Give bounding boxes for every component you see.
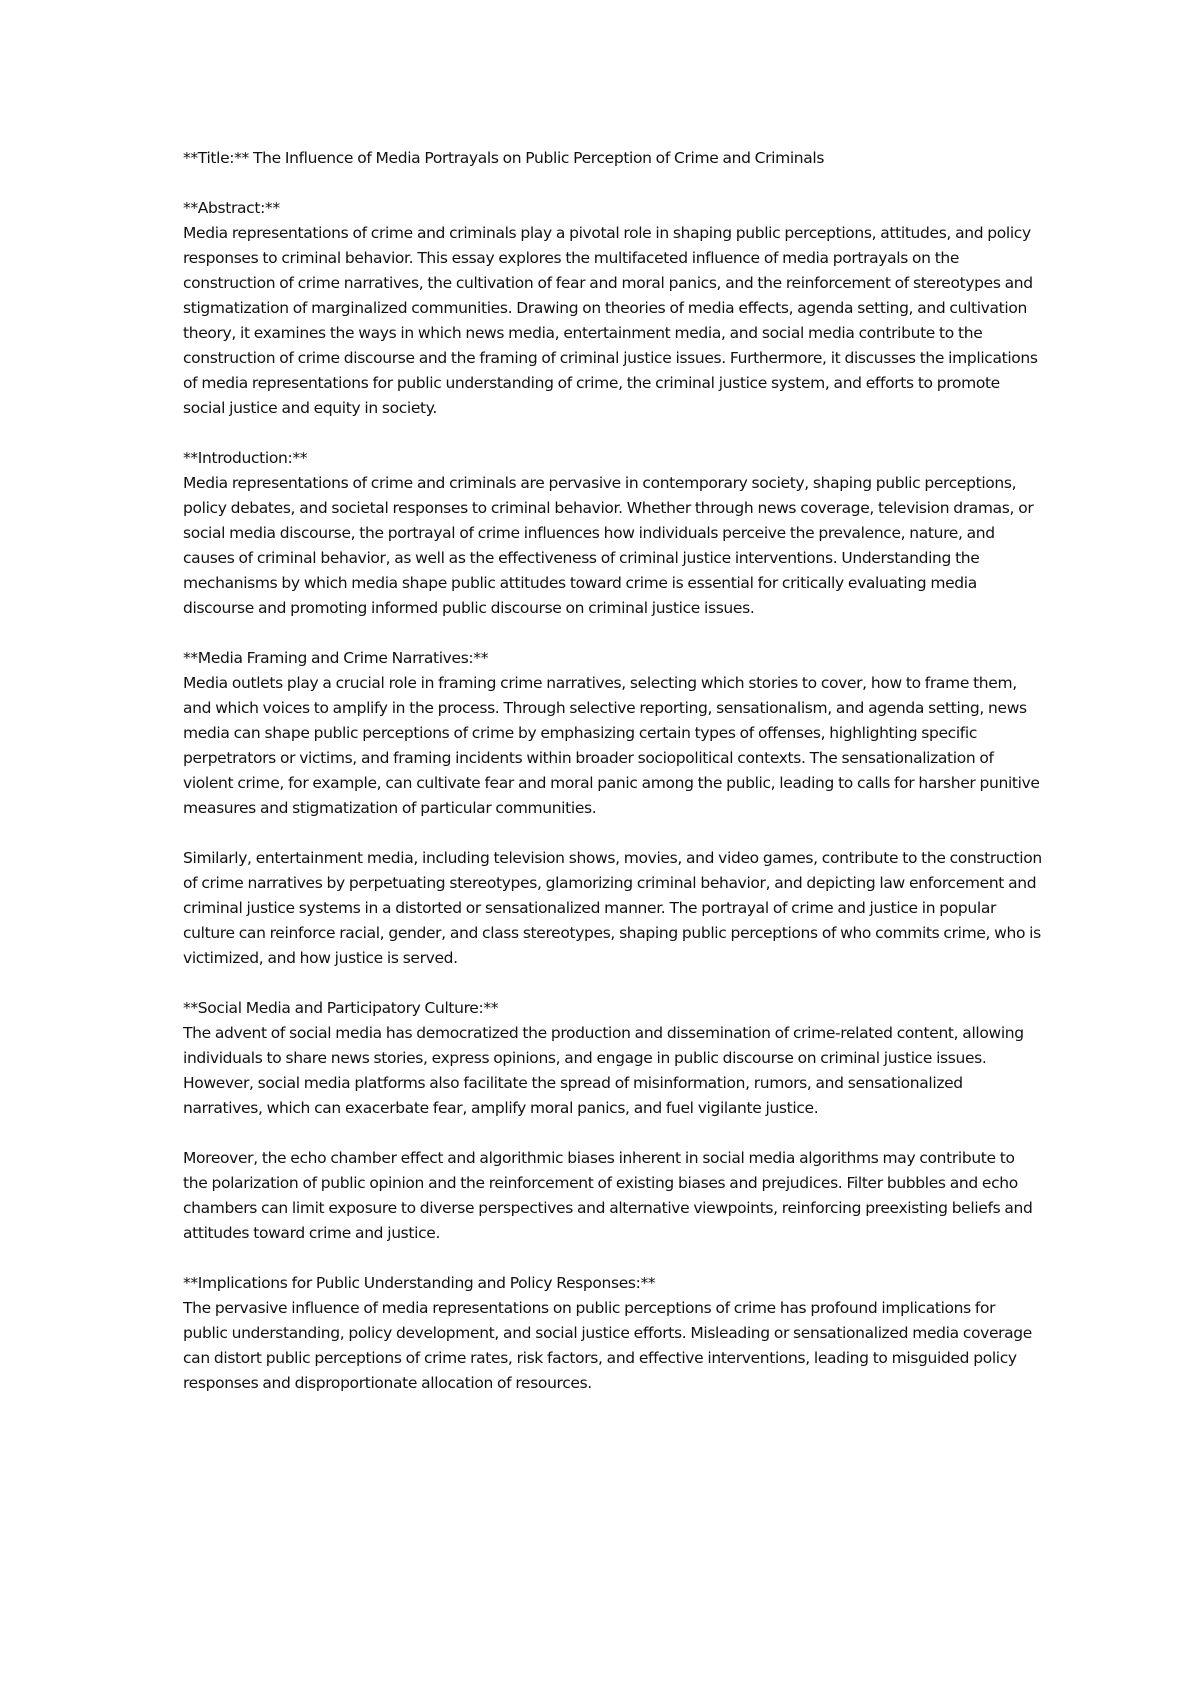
- media-framing-continuation: [183, 846, 1043, 971]
- social-media-section: [183, 996, 1043, 1121]
- social-media-text: The advent of social media has democratized the production and dissemination of crime-related content, allowing individuals to share news stories, express opinions, and engage in public discourse on criminal justice issues. However, social media platforms also facilitate the spread of misinformation, rumors, and sensationalized narratives, which can exacerbate fear, amplify moral panics, and fuel vigilante justice.: [183, 1024, 1024, 1117]
- abstract-heading: **Abstract:**: [183, 199, 280, 217]
- media-framing-text: Media outlets play a crucial role in framing crime narratives, selecting which stories to cover, how to frame them, and which voices to amplify in the process. Through selective reporting, sensationalism, and agenda setting, news media can shape public perceptions of crime by emphasizing certain types of offenses, highlighting specific perpetrators or victims, and framing incidents within broader sociopolitical contexts. The sensationalization of violent crime, for example, can cultivate fear and moral panic among the public, leading to calls for harsher punitive measures and stigmatization of particular communities.: [183, 674, 1040, 817]
- abstract-section: [183, 196, 1043, 421]
- abstract-text: Media representations of crime and criminals play a pivotal role in shaping public perceptions, attitudes, and policy responses to criminal behavior. This essay explores the multifaceted influence of media portrayals on the construction of crime narratives, the cultivation of fear and moral panics, and the reinforcement of stereotypes and stigmatization of marginalized communities. Drawing on theories of media effects, agenda setting, and cultivation theory, it examines the ways in which news media, entertainment media, and social media contribute to the construction of crime discourse and the framing of criminal justice issues. Furthermore, it discusses the implications of media representations for public understanding of crime, the criminal justice system, and efforts to promote social justice and equity in society.: [183, 224, 1038, 417]
- social-media-continuation: [183, 1146, 1043, 1246]
- introduction-heading: **Introduction:**: [183, 449, 308, 467]
- media-framing-text-2: Similarly, entertainment media, including television shows, movies, and video games, contribute to the construction of crime narratives by perpetuating stereotypes, glamorizing criminal behavior, and depicting law enforcement and criminal justice systems in a distorted or sensationalized manner. The portrayal of crime and justice in popular culture can reinforce racial, gender, and class stereotypes, shaping public perceptions of who commits crime, who is victimized, and how justice is served.: [183, 849, 1042, 967]
- media-framing-heading: **Media Framing and Crime Narratives:**: [183, 649, 489, 667]
- implications-heading: **Implications for Public Understanding and Policy Responses:**: [183, 1274, 656, 1292]
- introduction-text: Media representations of crime and criminals are pervasive in contemporary society, shaping public perceptions, policy debates, and societal responses to criminal behavior. Whether through news coverage, television dramas, or social media discourse, the portrayal of crime influences how individuals perceive the prevalence, nature, and causes of criminal behavior, as well as the effectiveness of criminal justice interventions. Understanding the mechanisms by which media shape public attitudes toward crime is essential for critically evaluating media discourse and promoting informed public discourse on criminal justice issues.: [183, 474, 1034, 617]
- implications-text: The pervasive influence of media representations on public perceptions of crime has profound implications for public understanding, policy development, and social justice efforts. Misleading or sensationalized media coverage can distort public perceptions of crime rates, risk factors, and effective interventions, leading to misguided policy responses and disproportionate allocation of resources.: [183, 1299, 1032, 1392]
- document-body: [183, 146, 1043, 1421]
- social-media-text-2: Moreover, the echo chamber effect and algorithmic biases inherent in social media algorithms may contribute to the polarization of public opinion and the reinforcement of existing biases and prejudices. Filter bubbles and echo chambers can limit exposure to diverse perspectives and alternative viewpoints, reinforcing preexisting beliefs and attitudes toward crime and justice.: [183, 1149, 1033, 1242]
- document-title: **Title:** The Influence of Media Portrayals on Public Perception of Crime and Criminals: [183, 149, 825, 167]
- introduction-section: [183, 446, 1043, 621]
- implications-section: [183, 1271, 1043, 1396]
- media-framing-section: [183, 646, 1043, 821]
- social-media-heading: **Social Media and Participatory Culture:**: [183, 999, 499, 1017]
